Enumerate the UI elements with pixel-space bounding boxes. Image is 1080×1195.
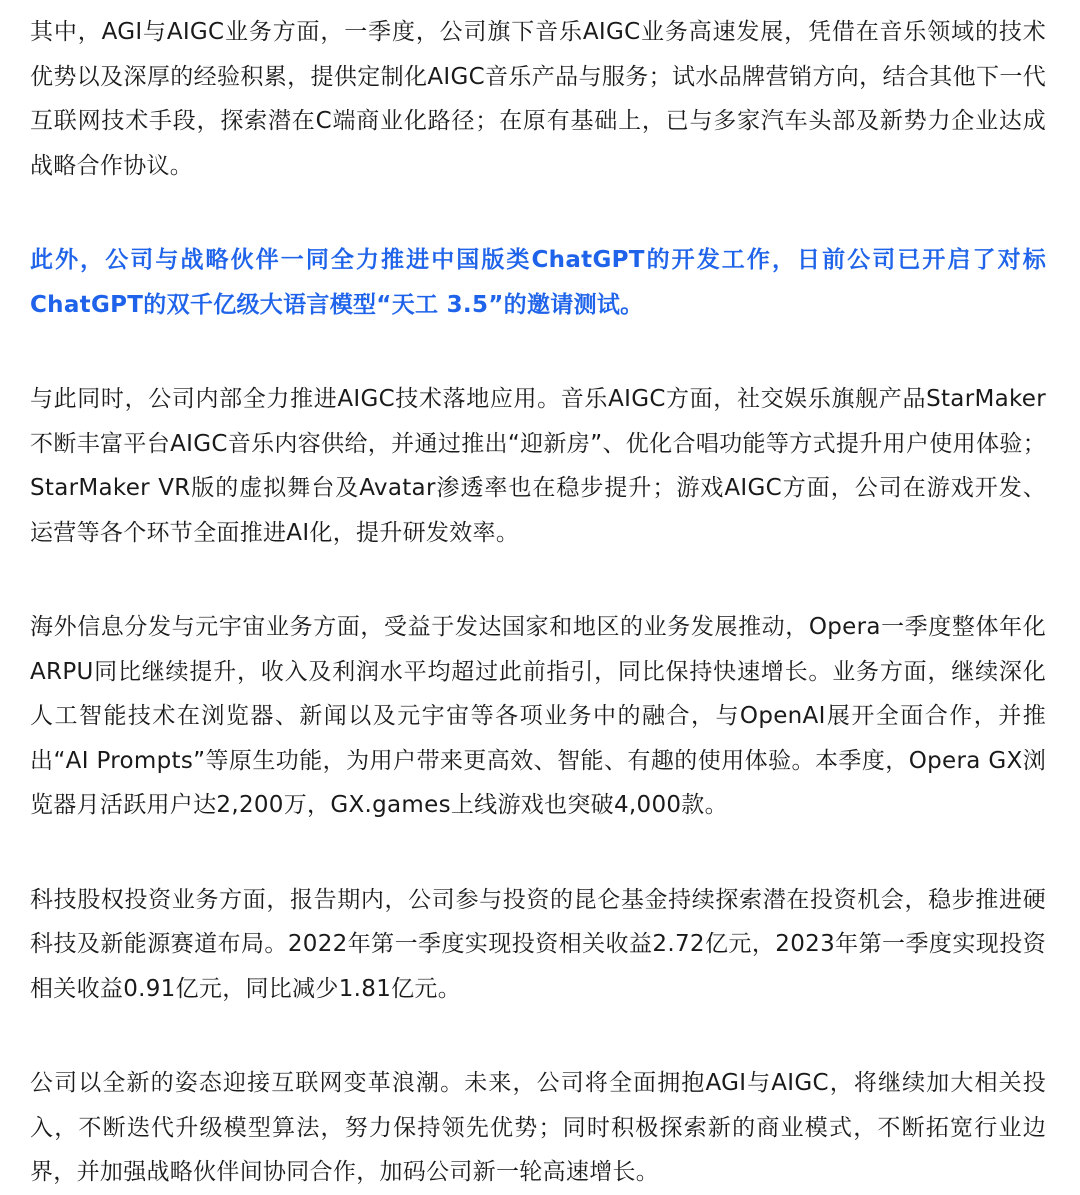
paragraph-chatgpt-highlight: 此外，公司与战略伙伴一同全力推进中国版类ChatGPT的开发工作，日前公司已开启了对标ChatGPT的双千亿级大语言模型“天工 3.5”的邀请测试。	[30, 247, 1046, 318]
paragraph-overseas: 海外信息分发与元宇宙业务方面，受益于发达国家和地区的业务发展推动，Opera一季度整体年化ARPU同比继续提升，收入及利润水平均超过此前指引，同比保持快速增长。业务方面，继续深化人工智能技术在浏览器、新闻以及元宇宙等各项业务中的融合，与OpenAI展开全面合作，并推出“AI Prompts”等原生功能，为用户带来更高效、智能、有趣的使用体验。本季度，Opera GX浏览器月活跃用户达2,200万，GX.games上线游戏也突破4,000款。	[30, 614, 1046, 818]
paragraph-investment: 科技股权投资业务方面，报告期内，公司参与投资的昆仑基金持续探索潜在投资机会，稳步推进硬科技及新能源赛道布局。2022年第一季度实现投资相关收益2.72亿元，2023年第一季度实现投资相关收益0.91亿元，同比减少1.81亿元。	[30, 886, 1046, 1002]
paragraph-agi-aigc: 其中，AGI与AIGC业务方面，一季度，公司旗下音乐AIGC业务高速发展，凭借在音乐领域的技术优势以及深厚的经验积累，提供定制化AIGC音乐产品与服务；试水品牌营销方向，结合其他下一代互联网技术手段，探索潜在C端商业化路径；在原有基础上，已与多家汽车头部及新势力企业达成战略合作协议。	[30, 19, 1046, 179]
paragraph-outlook: 公司以全新的姿态迎接互联网变革浪潮。未来，公司将全面拥抱AGI与AIGC，将继续加大相关投入，不断迭代升级模型算法，努力保持领先优势；同时积极探索新的商业模式，不断拓宽行业边界，并加强战略伙伴间协同合作，加码公司新一轮高速增长。	[30, 1070, 1046, 1185]
paragraph-internal-aigc: 与此同时，公司内部全力推进AIGC技术落地应用。音乐AIGC方面，社交娱乐旗舰产品StarMaker不断丰富平台AIGC音乐内容供给，并通过推出“迎新房”、优化合唱功能等方式提升用户使用体验；StarMaker VR版的虚拟舞台及Avatar渗透率也在稳步提升；游戏AIGC方面，公司在游戏开发、运营等各个环节全面推进AI化，提升研发效率。	[30, 386, 1046, 546]
